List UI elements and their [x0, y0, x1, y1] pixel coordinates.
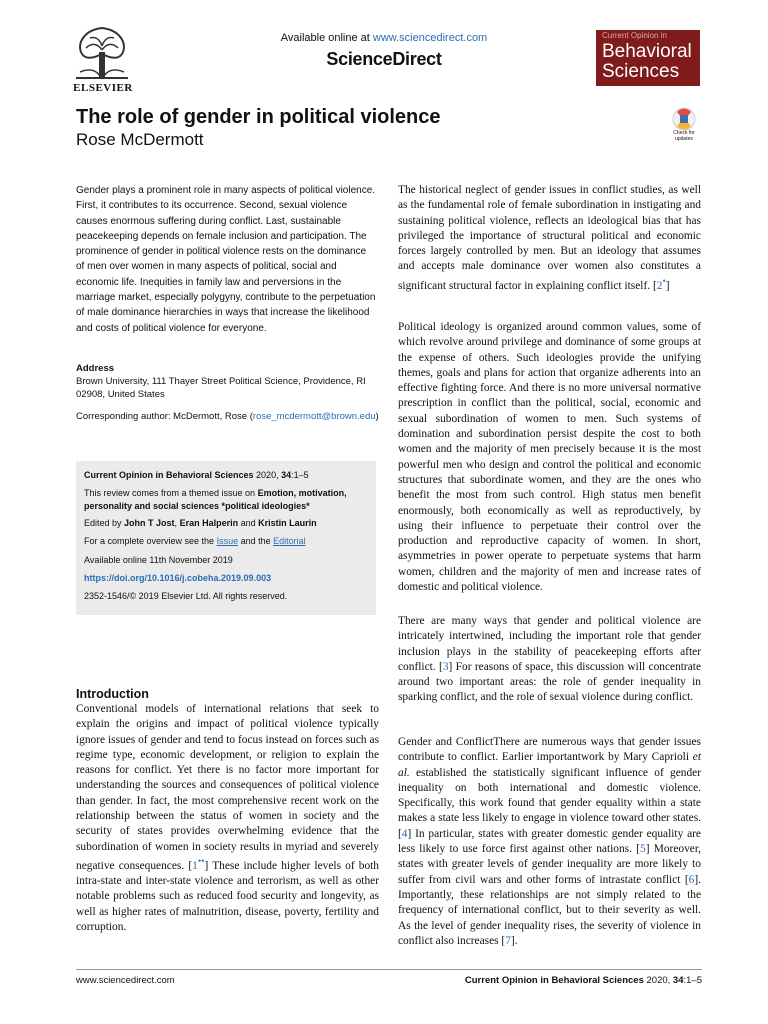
info-editor-3: Kristin Laurin — [258, 518, 317, 528]
ref-3-link[interactable]: 3 — [442, 660, 449, 673]
info-copyright: 2352-1546/© 2019 Elsevier Ltd. All rights reserved. — [84, 591, 288, 601]
info-editor-sep: , — [174, 518, 180, 528]
info-citation — [84, 469, 372, 482]
journal-cover-line1: Behavioral — [602, 41, 692, 62]
body-paragraph-1 — [398, 183, 701, 294]
p1-text-b: ] — [665, 279, 670, 292]
body-paragraph-4 — [398, 735, 701, 949]
article-info-box — [76, 461, 376, 615]
ref-2-number: 2 — [656, 279, 663, 292]
info-theme-name: Emotion, motivation, personality and social sciences *political ideologies* — [84, 488, 347, 511]
article-author: Rose McDermott — [76, 130, 204, 149]
journal-cover-small: Current Opinion in — [602, 31, 667, 40]
p4-et-al: et al. — [398, 751, 701, 779]
ref-1-mark: •• — [197, 856, 205, 867]
ref-1-link[interactable] — [192, 856, 205, 872]
address-heading: Address — [76, 363, 115, 374]
article-title: The role of gender in political violence — [76, 106, 441, 128]
ref-7-link[interactable]: 7 — [505, 934, 511, 947]
info-overview — [84, 535, 372, 548]
p4-text-e: ]. Importantly, these relationships are not simply related to the frequency of international conflict, but to their severity as well. As the level of gender inequality rises, the severity of violence in conflict also increases [ — [398, 873, 701, 947]
footer-year: 2020, — [643, 975, 673, 986]
sciencedirect-link[interactable]: www.sciencedirect.com — [372, 32, 488, 44]
journal-cover-logo — [596, 30, 700, 86]
info-available: Available online 11th November 2019 — [84, 555, 233, 565]
ref-6-link[interactable]: 6 — [688, 873, 695, 886]
info-editor-and: and — [238, 518, 259, 528]
corresponding-author — [76, 411, 386, 424]
ref-5-link[interactable]: 5 — [639, 843, 646, 856]
abstract: Gender plays a prominent role in many aspects of political violence. First, it contributes to its occurrence. Second, sexual violence causes enormous suffering during conflict. Last, sustainable peacekeeping depends on female inclusion and participation. The prominence of gender in political violence rests on the dominance of men over women in many aspects of political, social and economic life. Inequities in family law and perversions in the marriage market, especially polygyny, contribute to the perpetuation of male dominance hierarchies in ways that increase the likelihood and costs of political violence for everyone. — [76, 185, 376, 334]
footer-volume: 34 — [672, 975, 684, 986]
footer-citation — [440, 975, 702, 986]
corresponding-suffix: ) — [375, 411, 379, 422]
footer-website: www.sciencedirect.com — [76, 975, 175, 986]
footer-pages: :1–5 — [683, 975, 702, 986]
journal-cover-line2: Sciences — [602, 61, 680, 82]
available-online-label: Available online at — [280, 32, 373, 44]
ref-1-number: 1 — [192, 859, 198, 872]
p4-text-d: ] Moreover, states with greater levels of gender inequality are more likely to suffer from civil wars and other forms of intrastate conflict [ — [398, 843, 702, 886]
intro-text-b: ] These include higher levels of both intra-state and inter-state violence and terrorism, as well as other notable problems such as reduced food security and longevity, as well as higher rates of malnutrition, disease, poverty, fertility and corruption. — [76, 859, 380, 933]
info-editors — [84, 517, 372, 530]
introduction-heading: Introduction — [76, 687, 149, 701]
ref-4-link[interactable]: 4 — [401, 827, 408, 840]
info-overview-mid: and the — [238, 536, 274, 546]
p3-text-a: There are many ways that gender and political violence are intricately intertwined, including the important role that gender inclusion plays in the stability of peacekeeping efforts after conflict. [ — [398, 615, 701, 673]
ref-2-link[interactable] — [656, 276, 666, 292]
info-edited-prefix: Edited by — [84, 518, 125, 528]
info-editor-1: John T Jost — [124, 518, 175, 528]
info-year: 2020, — [253, 470, 282, 480]
doi-link[interactable]: https://doi.org/10.1016/j.cobeha.2019.09.003 — [84, 573, 272, 583]
info-pages: :1–5 — [291, 470, 309, 480]
issue-link[interactable]: Issue — [216, 536, 239, 546]
footer-journal: Current Opinion in Behavioral Sciences — [464, 975, 644, 986]
check-for-updates-icon[interactable] — [666, 106, 702, 150]
check-for-updates-label: Check for updates — [673, 130, 695, 142]
footer-divider — [76, 969, 702, 970]
body-paragraph-2: Political ideology is organized around common values, some of which revolve around privilege and dominance of some groups at the expense of others. Such ideologies provide the unifying themes, goals and plans for action that organize adherents into an effective fighting force. And there is no more universal normative prescription in conflict than the political, social, economic and sexual subordination of women to men. Such systems of domination and subordination persist despite the cost to both women and the majority of men precisely because it is the most powerful men who design and control the political and economic structures that subordinate women, and they are the ones who benefit the most from such control. High status men benefit enormously, both economically as well as reproductively, by using their influence to perpetuate their control over the production and reproductive capacity of women. In short, asymmetries in power operate to perpetuate systems that harm women, children and the majority of men and increase rates of domestic and political violence. — [398, 321, 701, 594]
info-doi-row — [84, 572, 372, 585]
info-overview-prefix: For a complete overview see the — [84, 536, 217, 546]
info-editor-2: Eran Halperin — [179, 518, 239, 528]
publisher-name: ELSEVIER — [73, 82, 133, 94]
info-theme — [84, 487, 372, 512]
sciencedirect-brand: ScienceDirect — [326, 49, 442, 69]
corresponding-prefix: Corresponding author: McDermott, Rose ( — [76, 411, 253, 422]
body-paragraph-3 — [398, 614, 701, 706]
info-journal: Current Opinion in Behavioral Sciences — [84, 470, 254, 480]
p1-text-a: The historical neglect of gender issues in conflict studies, as well as the fundamental role of female subordination in instigating and sustaining political violence, reflects an ideological bias that has privileged the importance of structural political and economic forces largely controlled by men. But an ideology that assumes and accepts male dominance over women also constitutes a significant structural factor in explaining conflict itself. [ — [398, 184, 701, 292]
info-theme-prefix: This review comes from a themed issue on — [84, 488, 258, 498]
p4-text-b: established the statistically significant influence of gender inequality on both international and domestic violence. Specifically, this work found that gender equality within a state makes a state less likely to engage in violence toward other states. [ — [398, 766, 701, 840]
p3-text-b: ] For reasons of space, this discussion will concentrate around two important areas: the role of gender inequality in sparking conflict, and the role of sexual violence during conflict. — [398, 660, 702, 704]
p4-text-c: ] In particular, states with greater domestic gender equality are less likely to use force first against other nations. [ — [398, 827, 701, 856]
introduction-paragraph — [76, 702, 379, 935]
author-email-link[interactable]: rose_mcdermott@brown.edu — [252, 411, 376, 422]
address-text: Brown University, 111 Thayer Street Political Science, Providence, RI 02908, United States — [76, 376, 366, 400]
editorial-link[interactable]: Editorial — [273, 536, 306, 546]
p4-text-f: ]. — [510, 934, 518, 947]
ref-2-mark: • — [662, 276, 666, 287]
info-volume: 34 — [281, 470, 292, 480]
intro-text-a: Conventional models of international relations that seek to explain the origins and impact of political violence typically ignore issues of gender and tend to focus instead on forces such as regime type, economic development, or religion to explain the reasons for conflict. Yet there is no factor more important for understanding the sources and consequences of political violence than gender. In fact, the most comprehensive recent work on the relationship between the status of women in society and the security of states provides overwhelming evidence that the subordination of women in society results in myriad and severely negative consequences. [ — [76, 703, 379, 872]
p4-text-a: Gender and ConflictThere are numerous ways that gender issues contribute to conflict. Earlier importantwork by Mary Caprioli — [398, 736, 701, 764]
